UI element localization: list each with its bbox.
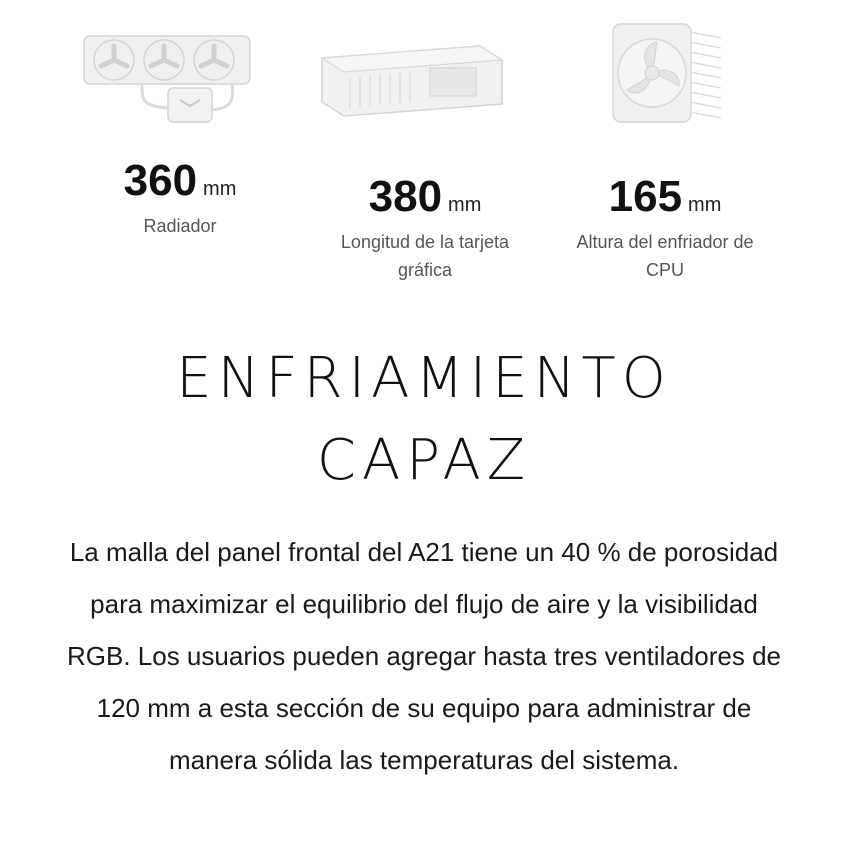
specs-row (0, 0, 848, 300)
cpu-unit: mm (688, 194, 722, 216)
gpu-label (290, 228, 560, 284)
radiator-value (60, 156, 300, 206)
spec-radiator (60, 0, 300, 300)
radiator-number: 360 (123, 156, 198, 205)
cpu-tower-cooler-icon (609, 18, 729, 133)
cpu-number: 165 (608, 172, 683, 221)
section-title (0, 338, 848, 502)
radiator-unit: mm (203, 178, 237, 200)
cpu-label-line1: Altura del enfriador de (576, 232, 754, 252)
gpu-unit: mm (448, 194, 482, 216)
gpu-number: 380 (368, 172, 443, 221)
radiator-label: Radiador (143, 216, 217, 236)
section-description: La malla del panel frontal del A21 tiene un 40 % de porosidad para maximizar el equilibrio del flujo de aire y la visibilidad RGB. Los usuarios pueden agregar hasta tres ventiladores de 120 mm a esta sección de su equipo para administrar de manera sólida las temperaturas del sistema. (67, 537, 781, 775)
gpu-label-line1: Longitud de la tarjeta (340, 232, 510, 252)
graphics-card-icon (310, 38, 510, 118)
gpu-value (290, 172, 560, 222)
cpu-label (545, 228, 785, 284)
aio-radiator-icon (82, 28, 252, 123)
gpu-label-line2: gráfica (397, 260, 453, 280)
spec-gpu-length (290, 0, 560, 300)
cpu-value (545, 172, 785, 222)
cpu-label-line2: CPU (645, 260, 684, 280)
section-title-line2: CAPAZ (316, 428, 532, 493)
spec-cpu-cooler-height (545, 0, 785, 300)
section-title-line1: ENFRIAMIENTO (176, 346, 672, 411)
